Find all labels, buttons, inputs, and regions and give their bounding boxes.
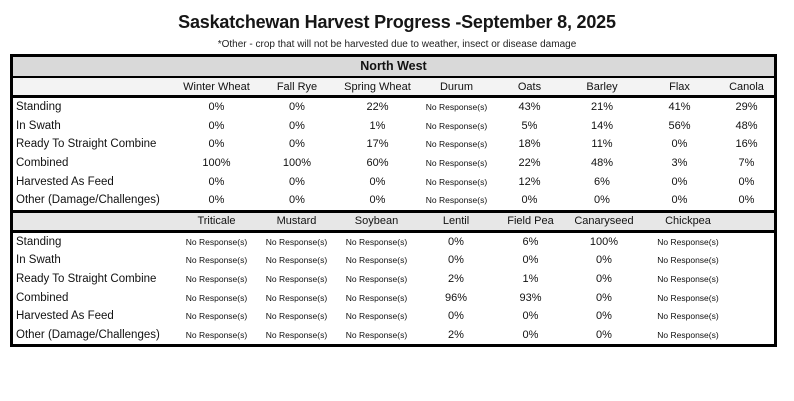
value-cell: 0% [289, 119, 305, 132]
value-cell: 0% [596, 291, 612, 304]
value-cell: 22% [366, 101, 389, 114]
value-cell: No Response(s) [425, 120, 488, 131]
value-cell: 0% [738, 175, 755, 188]
value-cell: 6% [522, 235, 539, 248]
value-cell: No Response(s) [657, 292, 719, 303]
value-cell: 0% [671, 175, 688, 188]
value-cell: 12% [518, 175, 541, 188]
value-cell: 18% [518, 138, 541, 151]
value-cell: 0% [208, 138, 225, 151]
value-cell: 5% [521, 119, 538, 132]
value-cell: 100% [282, 157, 312, 170]
column-header: Chickpea [642, 211, 734, 231]
empty-cell [734, 270, 774, 289]
table-row [13, 154, 774, 173]
value-cell: No Response(s) [425, 195, 488, 206]
column-header: Canaryseed [566, 211, 642, 231]
value-cell: 22% [518, 157, 541, 170]
value-cell: 2% [448, 328, 464, 341]
value-cell: 100% [589, 235, 619, 248]
value-cell: No Response(s) [657, 255, 719, 266]
harvest-report-page [0, 12, 794, 401]
value-cell: 43% [518, 101, 541, 114]
region-header: North West [13, 57, 774, 78]
value-cell: 0% [448, 254, 464, 267]
page-title: Saskatchewan Harvest Progress -September 8, 2025 [178, 12, 616, 32]
empty-cell [734, 307, 774, 326]
value-cell: No Response(s) [657, 329, 719, 340]
column-header: Durum [418, 78, 495, 97]
value-cell: 0% [208, 194, 225, 207]
value-cell: 0% [596, 310, 612, 323]
value-cell: No Response(s) [657, 311, 719, 322]
value-cell: No Response(s) [345, 329, 408, 340]
table-row [13, 117, 774, 136]
value-cell: No Response(s) [265, 274, 328, 285]
row-label: Harvested As Feed [16, 175, 114, 188]
row-label: Other (Damage/Challenges) [16, 194, 160, 207]
value-cell: No Response(s) [425, 102, 488, 113]
column-header: Barley [564, 78, 640, 97]
value-cell: No Response(s) [657, 274, 719, 285]
value-cell: 11% [591, 138, 613, 151]
value-cell: 0% [671, 138, 688, 151]
column-header: Spring Wheat [337, 78, 418, 97]
specialty-crops-table [13, 210, 774, 345]
value-cell: No Response(s) [185, 274, 248, 285]
table-row [13, 231, 774, 251]
table-row [13, 270, 774, 289]
value-cell: 0% [289, 138, 305, 151]
value-cell: No Response(s) [185, 255, 248, 266]
column-header: Triticale [176, 211, 257, 231]
value-cell: 0% [369, 175, 386, 188]
corner-cell [13, 78, 176, 97]
empty-header-cell [734, 211, 774, 231]
table-row [13, 251, 774, 270]
value-cell: No Response(s) [265, 255, 328, 266]
column-header: Fall Rye [257, 78, 337, 97]
value-cell: No Response(s) [265, 292, 328, 303]
table-row [13, 307, 774, 326]
value-cell: 0% [448, 310, 464, 323]
value-cell: 0% [594, 194, 610, 207]
value-cell: 0% [289, 175, 305, 188]
corner-cell [13, 211, 176, 231]
value-cell: 17% [366, 138, 389, 151]
column-header: Canola [719, 78, 774, 97]
value-cell: 29% [735, 101, 758, 114]
column-header-row [13, 211, 774, 231]
value-cell: 0% [596, 328, 612, 341]
row-label: Ready To Straight Combine [16, 138, 157, 151]
cereal-crops-table [13, 78, 774, 210]
column-header: Winter Wheat [176, 78, 257, 97]
row-label: In Swath [16, 254, 61, 267]
table-row [13, 135, 774, 154]
row-label: Combined [16, 157, 69, 170]
value-cell: 21% [590, 101, 614, 114]
row-label: Combined [16, 291, 69, 304]
value-cell: 0% [289, 194, 305, 207]
value-cell: 0% [522, 328, 539, 341]
value-cell: 96% [444, 291, 468, 304]
value-cell: 0% [596, 254, 612, 267]
value-cell: 0% [289, 101, 305, 114]
value-cell: No Response(s) [185, 236, 248, 247]
value-cell: 0% [521, 194, 538, 207]
value-cell: No Response(s) [185, 292, 248, 303]
empty-cell [734, 251, 774, 270]
value-cell: No Response(s) [657, 236, 719, 247]
value-cell: No Response(s) [265, 329, 328, 340]
column-header: Mustard [257, 211, 336, 231]
value-cell: 7% [738, 157, 755, 170]
value-cell: No Response(s) [425, 176, 488, 187]
value-cell: 14% [590, 119, 614, 132]
value-cell: 0% [522, 254, 539, 267]
row-label: Ready To Straight Combine [16, 273, 157, 286]
value-cell: No Response(s) [345, 274, 408, 285]
value-cell: No Response(s) [185, 329, 248, 340]
table-row [13, 326, 774, 345]
value-cell: 0% [522, 310, 539, 323]
value-cell: 56% [668, 119, 691, 132]
row-label: In Swath [16, 119, 61, 132]
table-row [13, 172, 774, 191]
value-cell: No Response(s) [345, 311, 408, 322]
value-cell: 1% [369, 119, 386, 132]
empty-cell [734, 288, 774, 307]
column-header: Lentil [417, 211, 495, 231]
value-cell: 60% [366, 157, 389, 170]
value-cell: No Response(s) [345, 236, 408, 247]
empty-cell [734, 326, 774, 345]
value-cell: 0% [369, 194, 386, 207]
other-footnote: *Other - crop that will not be harvested due to weather, insect or disease damage [217, 39, 577, 50]
value-cell: 2% [448, 273, 464, 286]
value-cell: 0% [208, 119, 225, 132]
value-cell: 100% [202, 157, 231, 170]
value-cell: 6% [594, 175, 610, 188]
value-cell: No Response(s) [345, 255, 408, 266]
value-cell: No Response(s) [265, 311, 328, 322]
column-header: Soybean [336, 211, 417, 231]
value-cell: 0% [596, 273, 612, 286]
value-cell: 0% [671, 194, 688, 207]
value-cell: 93% [519, 291, 542, 304]
value-cell: 3% [671, 157, 688, 170]
column-header: Field Pea [495, 211, 566, 231]
column-header: Flax [640, 78, 719, 97]
value-cell: 48% [590, 157, 614, 170]
column-header-row [13, 78, 774, 97]
value-cell: 0% [448, 235, 464, 248]
value-cell: No Response(s) [345, 292, 408, 303]
value-cell: 16% [735, 138, 758, 151]
value-cell: No Response(s) [425, 139, 488, 150]
row-label: Harvested As Feed [16, 310, 114, 323]
value-cell: No Response(s) [425, 158, 488, 169]
table-row [13, 191, 774, 210]
value-cell: 0% [208, 101, 225, 114]
row-label: Standing [16, 235, 62, 248]
row-label: Standing [16, 101, 62, 114]
table-row [13, 288, 774, 307]
table-row [13, 97, 774, 117]
harvest-table-container [10, 54, 777, 347]
value-cell: 0% [738, 194, 755, 207]
value-cell: 48% [735, 119, 758, 132]
row-label: Other (Damage/Challenges) [16, 328, 160, 341]
empty-cell [734, 231, 774, 251]
value-cell: No Response(s) [265, 236, 328, 247]
value-cell: 1% [522, 273, 539, 286]
value-cell: 0% [208, 175, 225, 188]
column-header: Oats [495, 78, 564, 97]
value-cell: 41% [668, 101, 691, 114]
value-cell: No Response(s) [185, 311, 248, 322]
